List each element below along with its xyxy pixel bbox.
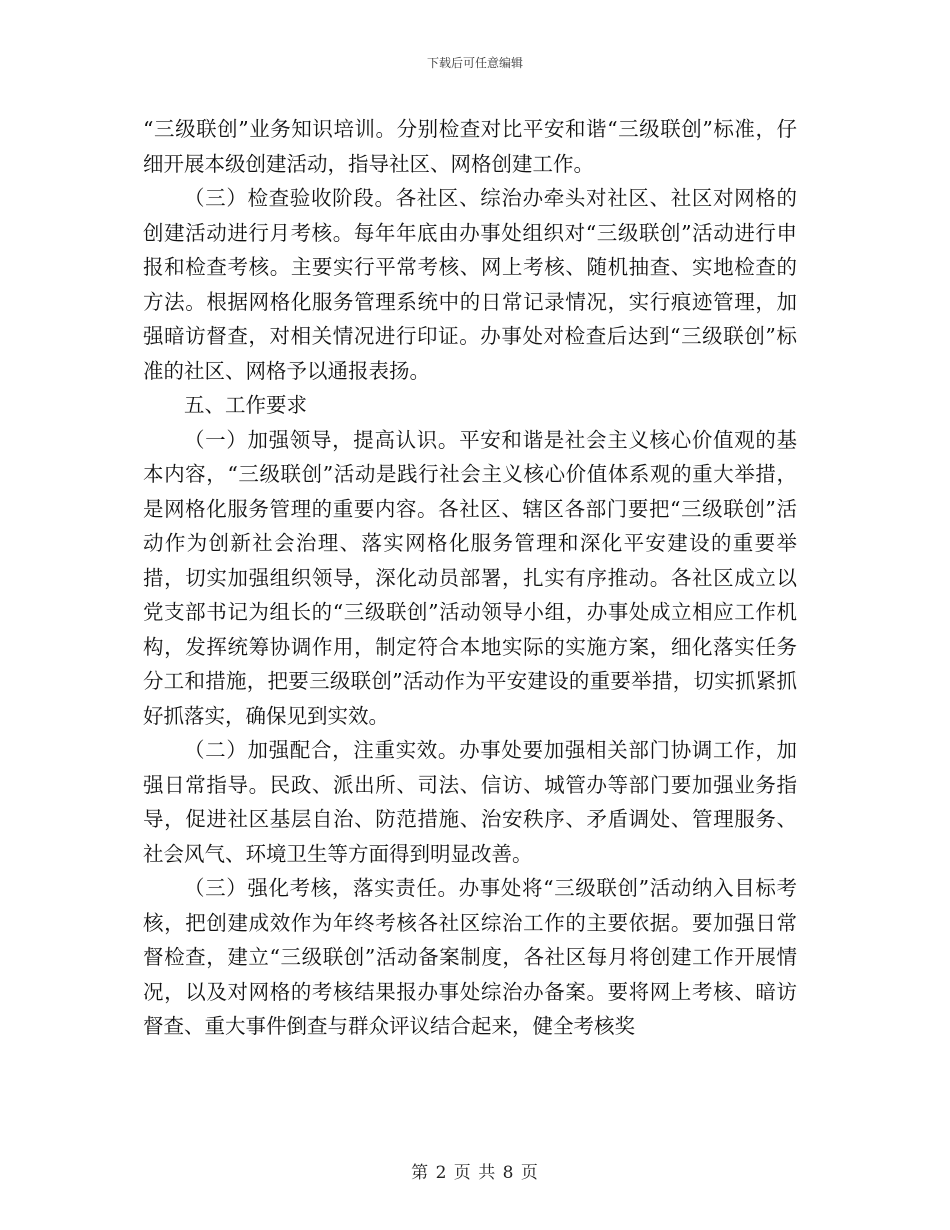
paragraph-4: （二）加强配合，注重实效。办事处要加强相关部门协调工作，加强日常指导。民政、派出所、司法、信访、城管办等部门要加强业务指导，促进社区基层自治、防范措施、治安秩序、矛盾调处、管理服务、社会风气、环境卫生等方面得到明显改善。 bbox=[143, 738, 797, 866]
paragraph-5: （三）强化考核，落实责任。办事处将“三级联创”活动纳入目标考核，把创建成效作为年终考核各社区综治工作的主要依据。要加强日常督检查，建立“三级联创”活动备案制度，各社区每月将创建工作开展情况，以及对网格的考核结果报办事处综治办备案。要将网上考核、暗访督查、重大事件倒查与群众评议结合起来，健全考核奖 bbox=[143, 876, 797, 1038]
total-pages-number: 8 bbox=[502, 1163, 515, 1183]
paragraph-1: “三级联创”业务知识培训。分别检查对比平安和谐“三级联创”标准，仔细开展本级创建活动，指导社区、网格创建工作。 bbox=[143, 117, 797, 176]
footer-middle: 页 共 bbox=[453, 1163, 497, 1183]
paragraph-2: （三）检查验收阶段。各社区、综治办牵头对社区、社区对网格的创建活动进行月考核。每年年底由办事处组织对“三级联创”活动进行申报和检查考核。主要实行平常考核、网上考核、随机抽查、实地检查的方法。根据网格化服务管理系统中的日常记录情况，实行痕迹管理，加强暗访督查，对相关情况进行印证。办事处对检查后达到“三级联创”标准的社区、网格予以通报表扬。 bbox=[143, 186, 797, 383]
page-footer bbox=[0, 1158, 950, 1183]
header-text: 下载后可任意编辑 bbox=[426, 56, 523, 70]
section-heading: 五、工作要求 bbox=[184, 393, 307, 417]
document-body bbox=[143, 112, 797, 1044]
footer-prefix: 第 bbox=[411, 1163, 430, 1183]
page-header bbox=[0, 54, 950, 71]
footer-suffix: 页 bbox=[520, 1163, 539, 1183]
paragraph-3: （一）加强领导，提高认识。平安和谐是社会主义核心价值观的基本内容，“三级联创”活动是践行社会主义核心价值体系观的重大举措，是网格化服务管理的重要内容。各社区、辖区各部门要把“三级联创”活动作为创新社会治理、落实网格化服务管理和深化平安建设的重要举措，切实加强组织领导，深化动员部署，扎实有序推动。各社区成立以党支部书记为组长的“三级联创”活动领导小组，办事处成立相应工作机构，发挥统筹协调作用，制定符合本地实际的实施方案，细化落实任务分工和措施，把要三级联创”活动作为平安建设的重要举措，切实抓紧抓好抓落实，确保见到实效。 bbox=[143, 427, 797, 728]
current-page-number: 2 bbox=[435, 1163, 448, 1183]
